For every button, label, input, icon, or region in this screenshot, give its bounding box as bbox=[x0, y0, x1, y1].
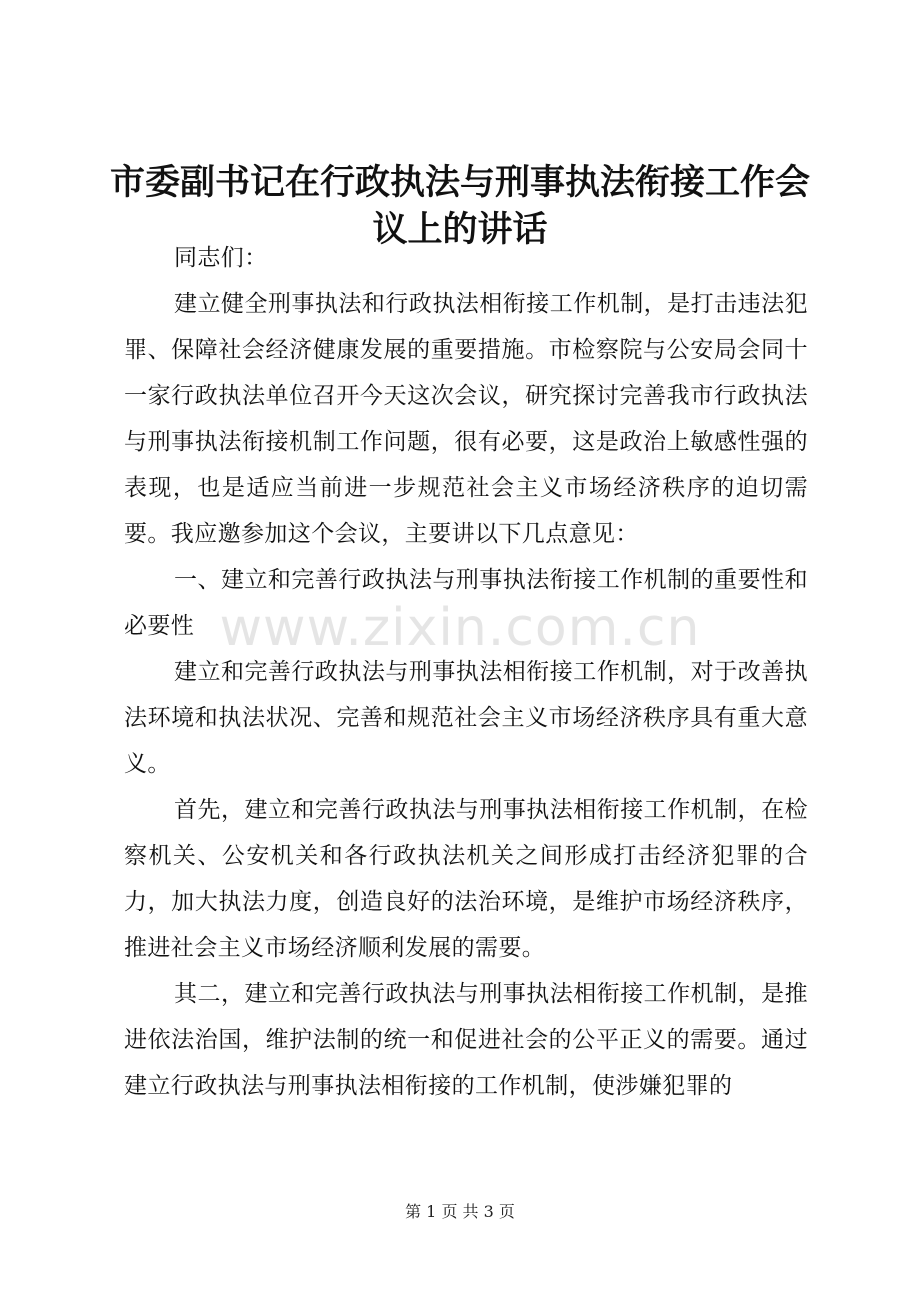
salutation: 同志们： bbox=[174, 245, 268, 271]
section-heading-1: 一、建立和完善行政执法与刑事执法衔接工作机制的重要性和必要性 bbox=[124, 567, 808, 639]
paragraph-second-point: 其二，建立和完善行政执法与刑事执法相衔接工作机制，是推进依法治国，维护法制的统一和促进社会的公平正义的需要。通过建立行政执法与刑事执法相衔接的工作机制，使涉嫌犯罪的 bbox=[124, 981, 808, 1099]
paragraph-intro: 建立健全刑事执法和行政执法相衔接工作机制，是打击违法犯罪、保障社会经济健康发展的重要措施。市检察院与公安局会同十一家行政执法单位召开今天这次会议，研究探讨完善我市行政执法与刑事执法衔接机制工作问题，很有必要，这是政治上敏感性强的表现，也是适应当前进一步规范社会主义市场经济秩序的迫切需要。我应邀参加这个会议，主要讲以下几点意见： bbox=[124, 291, 808, 547]
paragraph-first-point: 首先，建立和完善行政执法与刑事执法相衔接工作机制，在检察机关、公安机关和各行政执法机关之间形成打击经济犯罪的合力，加大执法力度，创造良好的法治环境，是维护市场经济秩序，推进社会主义市场经济顺利发展的需要。 bbox=[124, 797, 808, 961]
paragraph-significance: 建立和完善行政执法与刑事执法相衔接工作机制，对于改善执法环境和执法状况、完善和规范社会主义市场经济秩序具有重大意义。 bbox=[124, 659, 808, 777]
document-title: 市委副书记在行政执法与刑事执法衔接工作会议上的讲话 bbox=[110, 163, 811, 250]
watermark-text: www.zixin.com.cn bbox=[219, 598, 701, 658]
document-body bbox=[124, 235, 808, 1109]
page-footer: 第 1 页 共 3 页 bbox=[405, 1202, 515, 1221]
